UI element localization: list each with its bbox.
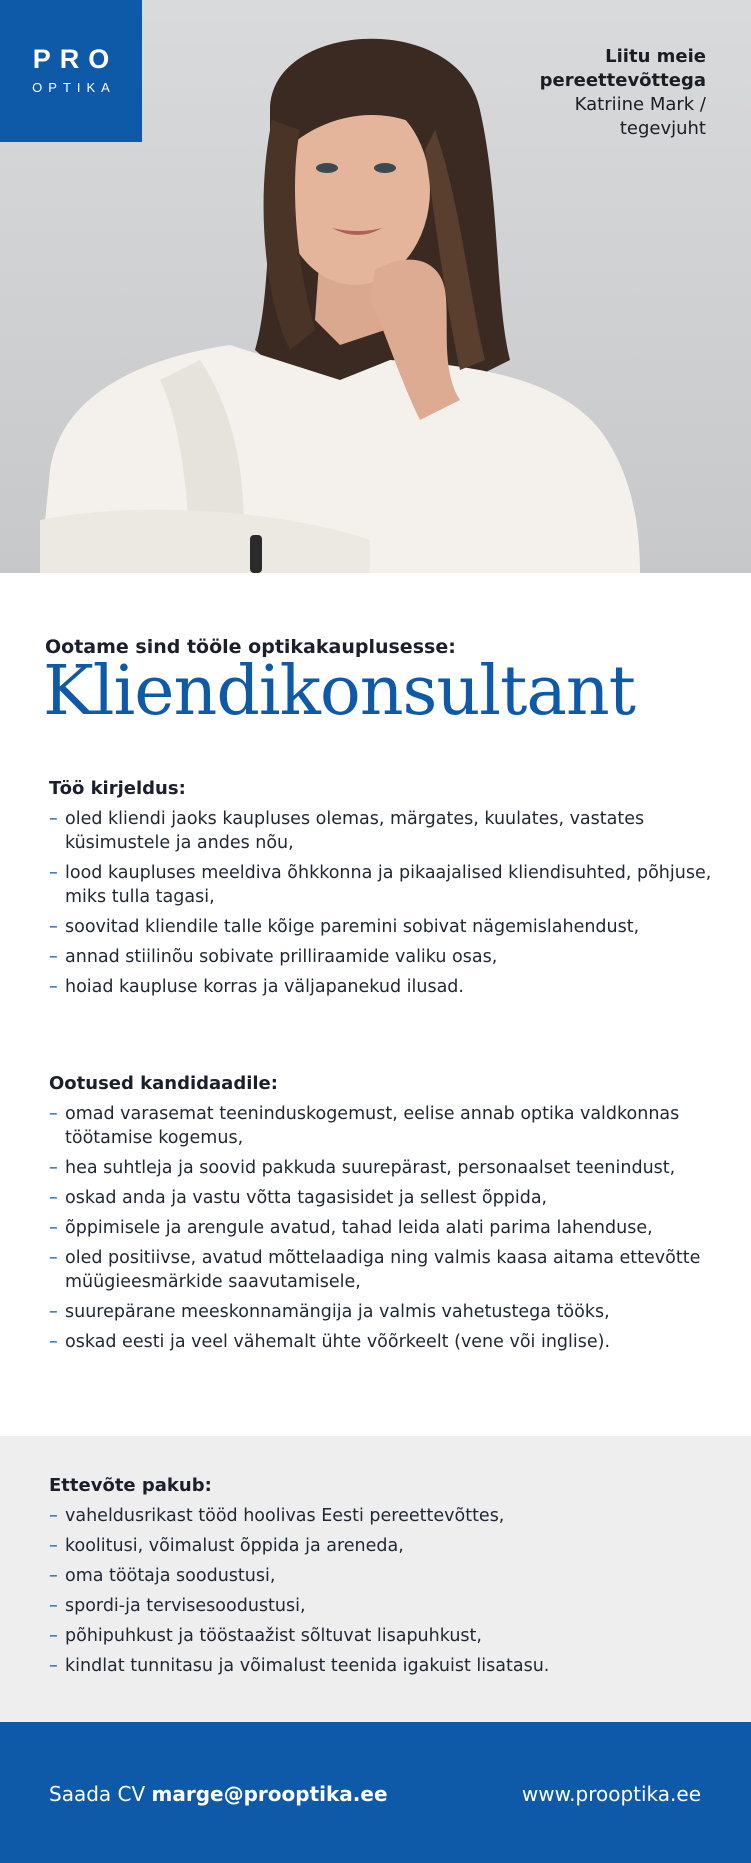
offer-list [49, 1504, 719, 1678]
list-item: – suurepärane meeskonnamängija ja valmis vahetustega tööks, [49, 1300, 719, 1324]
tagline-name: Katriine Mark / [574, 94, 706, 115]
list-item: – kindlat tunnitasu ja võimalust teenida igakuist lisatasu. [49, 1654, 719, 1678]
list-item: – oma töötaja soodustusi, [49, 1564, 719, 1588]
list-item: – põhipuhkust ja tööstaažist sõltuvat lisapuhkust, [49, 1624, 719, 1648]
expectations-section [49, 1073, 719, 1360]
list-item: – spordi-ja tervisesoodustusi, [49, 1594, 719, 1618]
list-item: – annad stiilinõu sobivate prilliraamide valiku osas, [49, 945, 719, 969]
logo-optika-text: OPTIKA [32, 80, 116, 95]
expectations-list [49, 1102, 719, 1354]
list-item: – omad varasemat teeninduskogemust, eelise annab optika valdkonnas töötamise kogemus, [49, 1102, 719, 1150]
job-description-title: Töö kirjeldus: [49, 778, 186, 799]
list-item: – õppimisele ja arengule avatud, tahad leida alati parima lahenduse, [49, 1216, 719, 1240]
list-item: – soovitad kliendile talle kõige paremini sobivat nägemislahendust, [49, 915, 719, 939]
offer-section [49, 1475, 719, 1684]
job-description-section [49, 778, 719, 1005]
hero-photo [0, 0, 751, 573]
list-item: – lood kaupluses meeldiva õhkkonna ja pikaajalised kliendisuhted, põhjuse, miks tulla tagasi, [49, 861, 719, 909]
tagline-line-2: pereettevõttega [539, 70, 706, 91]
email-link[interactable]: marge@prooptika.ee [151, 1782, 388, 1806]
logo-pro-text: PRO [32, 44, 119, 74]
list-item: – oled positiivse, avatud mõttelaadiga ning valmis kaasa aitama ettevõtte müügieesmärkide saavutamisele, [49, 1246, 719, 1294]
send-cv [49, 1782, 388, 1806]
list-item: – oskad anda ja vastu võtta tagasisidet ja sellest õppida, [49, 1186, 719, 1210]
list-item: – koolitusi, võimalust õppida ja areneda, [49, 1534, 719, 1558]
job-description-list [49, 807, 719, 999]
tagline [540, 45, 706, 141]
expectations-title: Ootused kandidaadile: [49, 1073, 278, 1094]
tagline-line-1: Liitu meie [605, 46, 706, 67]
tagline-role: tegevjuht [619, 118, 706, 139]
list-item: – hoiad kaupluse korras ja väljapanekud ilusad. [49, 975, 719, 999]
list-item: – vaheldusrikast tööd hoolivas Eesti pereettevõttes, [49, 1504, 719, 1528]
list-item: – oled kliendi jaoks kaupluses olemas, märgates, kuulates, vastates küsimustele ja andes nõu, [49, 807, 719, 855]
job-title: Kliendikonsultant [43, 652, 635, 731]
pro-optika-logo[interactable] [0, 0, 142, 142]
list-item: – oskad eesti ja veel vähemalt ühte võõrkeelt (vene või inglise). [49, 1330, 719, 1354]
list-item: – hea suhtleja ja soovid pakkuda suurepärast, personaalset teenindust, [49, 1156, 719, 1180]
footer [0, 1722, 751, 1863]
headline-intro: Ootame sind tööle optikakauplusesse: [45, 636, 456, 658]
send-cv-label: Saada CV [49, 1782, 146, 1806]
offer-title: Ettevõte pakub: [49, 1475, 212, 1496]
website-link[interactable]: www.prooptika.ee [521, 1782, 701, 1806]
